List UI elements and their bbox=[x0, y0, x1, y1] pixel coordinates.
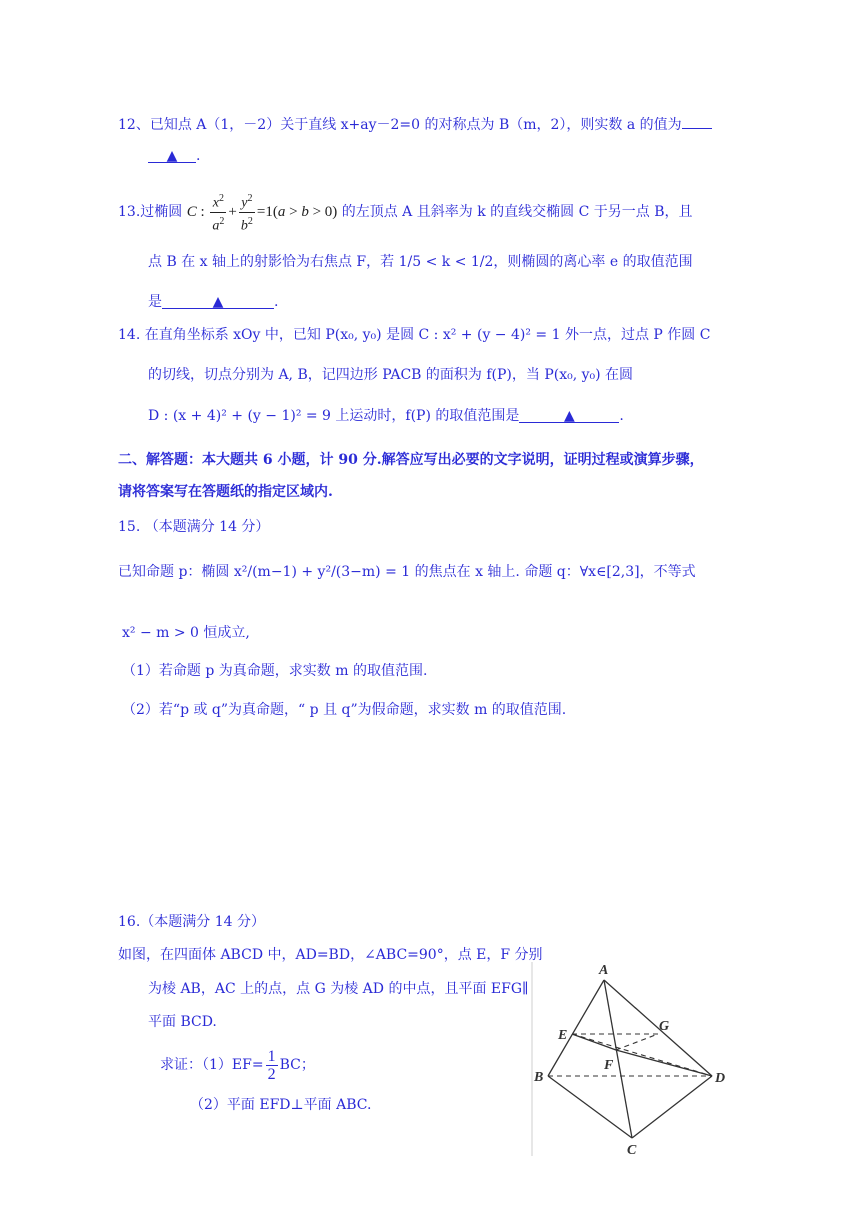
q12-answer-blank bbox=[148, 146, 196, 163]
q13-prefix: 13.过椭圆 bbox=[118, 204, 183, 221]
q16-proof-suffix: BC； bbox=[279, 1057, 315, 1073]
section2-heading-line2: 请将答案写在答题纸的指定区域内. bbox=[118, 484, 333, 500]
q14-line3-text: D : (x + 4)² + (y − 1)² = 9 上运动时，f(P) 的取值范围是 bbox=[148, 408, 520, 424]
label-E: E bbox=[558, 1028, 568, 1043]
label-B: B bbox=[534, 1070, 544, 1085]
q13-line3: 是 ▲ . bbox=[148, 294, 279, 310]
q16-line3: 平面 BCD. bbox=[148, 1014, 217, 1030]
q14-answer-blank bbox=[519, 406, 619, 423]
q14-line2 bbox=[148, 365, 633, 385]
q12-blank-part1 bbox=[682, 112, 712, 129]
label-D: D bbox=[715, 1071, 726, 1086]
q13-line3-prefix: 是 bbox=[148, 294, 162, 310]
q13-line2-text: 点 B 在 x 轴上的射影恰为右焦点 F，若 1/5 < k < 1/2，则椭圆的离心率 e 的取值范围 bbox=[148, 254, 693, 270]
q14-line1 bbox=[118, 325, 710, 345]
q13-line2 bbox=[148, 244, 693, 280]
q16-part2: （2）平面 EFD⊥平面 ABC. bbox=[190, 1097, 372, 1113]
label-F: F bbox=[604, 1058, 614, 1073]
edge-BC bbox=[548, 1076, 632, 1138]
q14-line3: D : (x + 4)² + (y − 1)² = 9 上运动时，f(P) 的取值范围是 ▲ . bbox=[148, 408, 624, 424]
section2-heading-line1: 二、解答题：本大题共 6 小题，计 90 分.解答应写出必要的文字说明，证明过程或演算步骤， bbox=[118, 452, 704, 468]
q13-answer-blank bbox=[162, 292, 274, 309]
answer-triangle-icon: ▲ bbox=[166, 148, 178, 164]
edge-AB bbox=[548, 980, 604, 1076]
q16-title: 16.（本题满分 14 分） bbox=[118, 914, 265, 930]
q16-line1: 如图，在四面体 ABCD 中，AD=BD，∠ABC=90°，点 E，F 分别 bbox=[118, 947, 543, 963]
q12-text: 12、已知点 A（1，－2）关于直线 x+ay－2=0 的对称点为 B（m，2），则实数 a 的值为 bbox=[118, 117, 682, 133]
tetrahedron-figure bbox=[528, 960, 728, 1160]
q13-ellipse-eq: C : $\frac{x^2}{a^2}$ + $\frac{y^2}{b^2}$ =1(a > b > 0) bbox=[187, 204, 342, 220]
q15-line2: x² − m > 0 恒成立, bbox=[122, 625, 250, 641]
q15-part2: （2）若“p 或 q”为真命题，“ p 且 q”为假命题，求实数 m 的取值范围. bbox=[122, 702, 567, 718]
label-A: A bbox=[599, 963, 609, 978]
answer-triangle-icon: ▲ bbox=[212, 294, 224, 310]
q15-line1: 已知命题 p：椭圆 x²/(m−1) + y²/(3−m) = 1 的焦点在 x 轴上. 命题 q：∀x∈[2,3]，不等式 bbox=[118, 564, 696, 580]
label-G: G bbox=[659, 1019, 670, 1034]
q16-line2: 为棱 AB，AC 上的点，点 G 为棱 AD 的中点，且平面 EFG∥ bbox=[148, 981, 529, 997]
q16-proof-1 bbox=[160, 1046, 315, 1084]
segment-EF bbox=[572, 1034, 616, 1050]
q16-proof-prefix: 求证：（1）EF= bbox=[160, 1057, 264, 1073]
answer-triangle-icon: ▲ bbox=[564, 408, 575, 424]
q16-half-fraction bbox=[266, 1048, 278, 1083]
label-C: C bbox=[627, 1143, 637, 1158]
q14-line2-text: 的切线，切点分别为 A, B，记四边形 PACB 的面积为 f(P)，当 P(x₀, y₀) 在圆 bbox=[148, 367, 634, 383]
q13-line1 bbox=[118, 190, 692, 234]
q15-title: 15. （本题满分 14 分） bbox=[118, 519, 270, 535]
q12-line2: ▲ . bbox=[148, 146, 200, 166]
edge-CD bbox=[632, 1076, 712, 1138]
segment-FG-dashed bbox=[616, 1034, 658, 1050]
q13-line1-rest: 的左顶点 A 且斜率为 k 的直线交椭圆 C 于另一点 B，且 bbox=[341, 204, 693, 221]
q16-frac-num: 1 bbox=[267, 1047, 276, 1065]
q16-frac-den: 2 bbox=[267, 1065, 276, 1083]
q14-line1-text: 14. 在直角坐标系 xOy 中，已知 P(x₀, y₀) 是圆 C : x² + (y − 4)² = 1 外一点，过点 P 作圆 C bbox=[118, 327, 711, 343]
q15-part1: （1）若命题 p 为真命题，求实数 m 的取值范围. bbox=[122, 663, 428, 679]
q12-line1 bbox=[118, 112, 712, 135]
